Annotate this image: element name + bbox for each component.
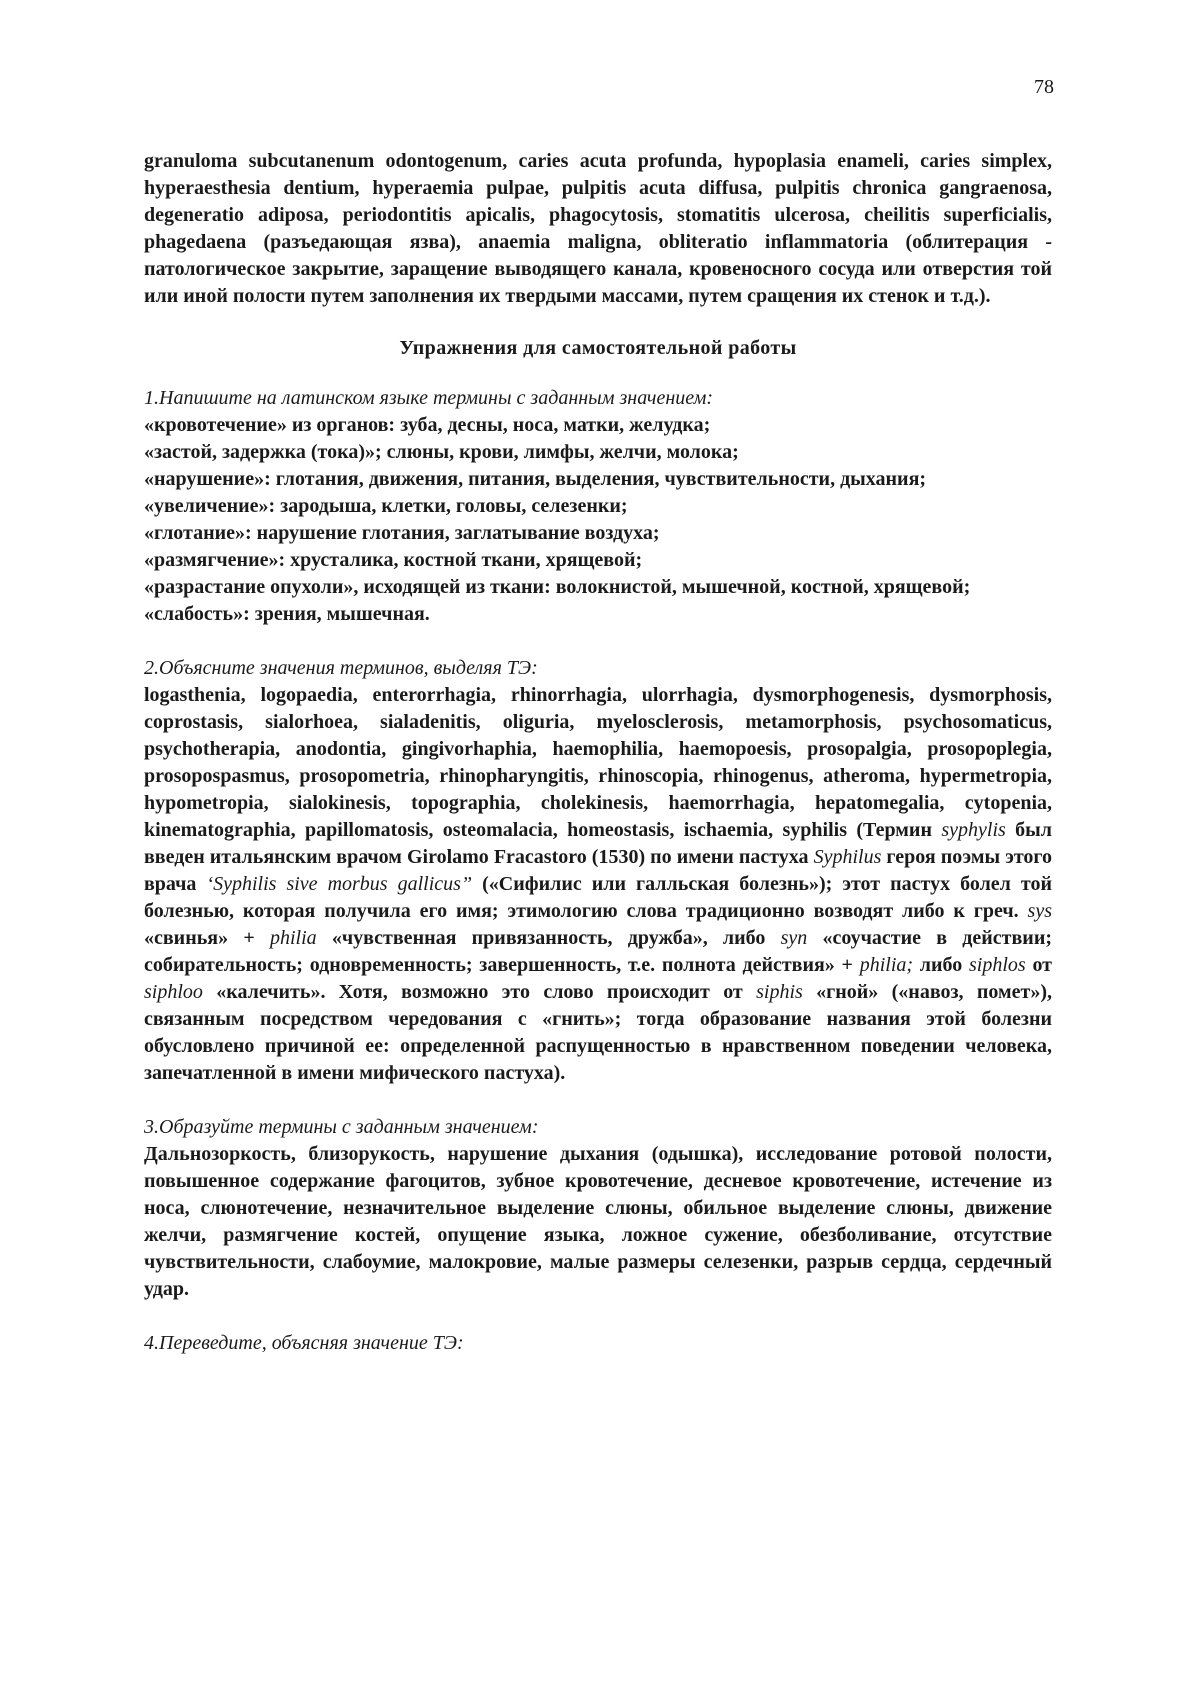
latin-word: syn [780,927,808,949]
exercise-2-terms: logasthenia, logopaedia, enterorrhagia, rhinorrhagia, ulorrhagia, dysmorphogenesis, dysmorphosis, coprostasis, sialorhoea, sialadenitis, oliguria, myelosclerosis, metamorphosis, psychosomaticus, psychotherapia, anodontia, gingivorhaphia, haemophilia, haemopoesis, prosopalgia, prosopoplegia, prosopospasmus, prosopometria, rhinopharyngitis, rhinoscopia, rhinogenus, atheroma, hypermetropia, hypometropia, sialokinesis, topographia, cholekinesis, haemorrhagia, hepatomegalia, cytopenia, kinematographia, papillomatosis, osteomalacia, homeostasis, ischaemia, syphilis (Термин [144,684,1052,841]
latin-word: syphylis [941,819,1006,841]
latin-word: philia [269,927,317,949]
exercise-2 [144,655,1052,1087]
exercise-1-line: «увеличение»: зародыша, клетки, головы, селезенки; [144,495,628,517]
exercise-3 [144,1114,1052,1303]
exercise-1 [144,385,1052,628]
text-run: («Сифилис или галльская болезнь»); этот пастух болел той болезнью, которая получила его имя; этимологию слова традиционно возводят либо к греч. [144,873,1053,922]
exercise-1-line: «разрастание опухоли», исходящей из ткани: волокнистой, мышечной, костной, хрящевой; [144,576,971,598]
latin-word: siphis [756,981,803,1003]
latin-word: siphloo [144,981,203,1003]
text-run: героя поэмы этого врача [144,846,1052,895]
exercise-1-title: 1.Напишите на латинском языке термины с заданным значением: [144,387,714,409]
text-run: был введен итальянским врачом Girolamo Fracastoro (1530) по имени пастуха [144,819,1053,868]
latin-word: Syphilus [813,846,882,868]
text-run: либо [913,954,970,976]
exercise-1-line: «размягчение»: хрусталика, костной ткани, хрящевой; [144,549,643,571]
exercise-1-line: «нарушение»: глотания, движения, питания, выделения, чувствительности, дыхания; [144,468,927,490]
text-run: «свинья» + [144,927,270,949]
text-run: «соучастие в действии; собирательность; одновременность; завершенность, т.е. полнота действия» + [144,927,1052,976]
exercise-4-title: 4.Переведите, объясняя значение ТЭ: [144,1332,464,1354]
text-run: от [1025,954,1053,976]
latin-word: siphlos [969,954,1026,976]
exercise-1-line: «кровотечение» из органов: зуба, десны, носа, матки, желудка; [144,414,711,436]
latin-word: philia; [859,954,914,976]
page-body [144,148,1052,1357]
text-run: «калечить». Хотя, возможно это слово происходит от [202,981,757,1003]
page-number: 78 [1034,76,1054,98]
section-heading: Упражнения для самостоятельной работы [399,337,797,359]
exercise-4 [144,1330,1052,1357]
latin-word: ‘Syphilis sive morbus gallicus” [206,873,473,895]
intro-paragraph: granuloma subcutanenum odontogenum, caries acuta profunda, hypoplasia enameli, caries simplex, hyperaesthesia dentium, hyperaemia pulpae, pulpitis acuta diffusa, pulpitis chronica gangraenosa, degeneratio adiposa, periodontitis apicalis, phagocytosis, stomatitis ulcerosa, cheilitis superficialis, phagedaena (разъедающая язва), anaemia maligna, obliteratio inflammatoria (облитерация - патологическое закрытие, заращение выводящего канала, кровеносного сосуда или отверстия той или иной полости путем заполнения их твердыми массами, путем сращения их стенок и т.д.). [144,150,1052,307]
exercise-1-line: «застой, задержка (тока)»; слюны, крови, лимфы, желчи, молока; [144,441,739,463]
text-run: «чувственная привязанность, дружба», либо [316,927,781,949]
exercise-2-text [144,682,1052,1087]
text-run: «гной» («навоз, помет»), связанным посредством чередования с «гнить»; тогда образование названия этой болезни обусловлено причиной ее: определенной распущенностью в нравственном поведении человека, запечатленной в имени мифического пастуха). [144,981,1053,1084]
exercise-2-title: 2.Объясните значения терминов, выделяя ТЭ: [144,657,538,679]
exercise-3-title: 3.Образуйте термины с заданным значением: [144,1116,539,1138]
latin-word: sys [1027,900,1052,922]
exercise-1-line: «слабость»: зрения, мышечная. [144,603,430,625]
exercise-3-text: Дальнозоркость, близорукость, нарушение дыхания (одышка), исследование ротовой полости, повышенное содержание фагоцитов, зубное кровотечение, десневое кровотечение, истечение из носа, слюнотечение, незначительное выделение слюны, обильное выделение слюны, движение желчи, размягчение костей, опущение языка, ложное сужение, обезболивание, отсутствие чувствительности, слабоумие, малокровие, малые размеры селезенки, разрыв сердца, сердечный удар. [144,1143,1052,1300]
exercise-1-line: «глотание»: нарушение глотания, заглатывание воздуха; [144,522,660,544]
